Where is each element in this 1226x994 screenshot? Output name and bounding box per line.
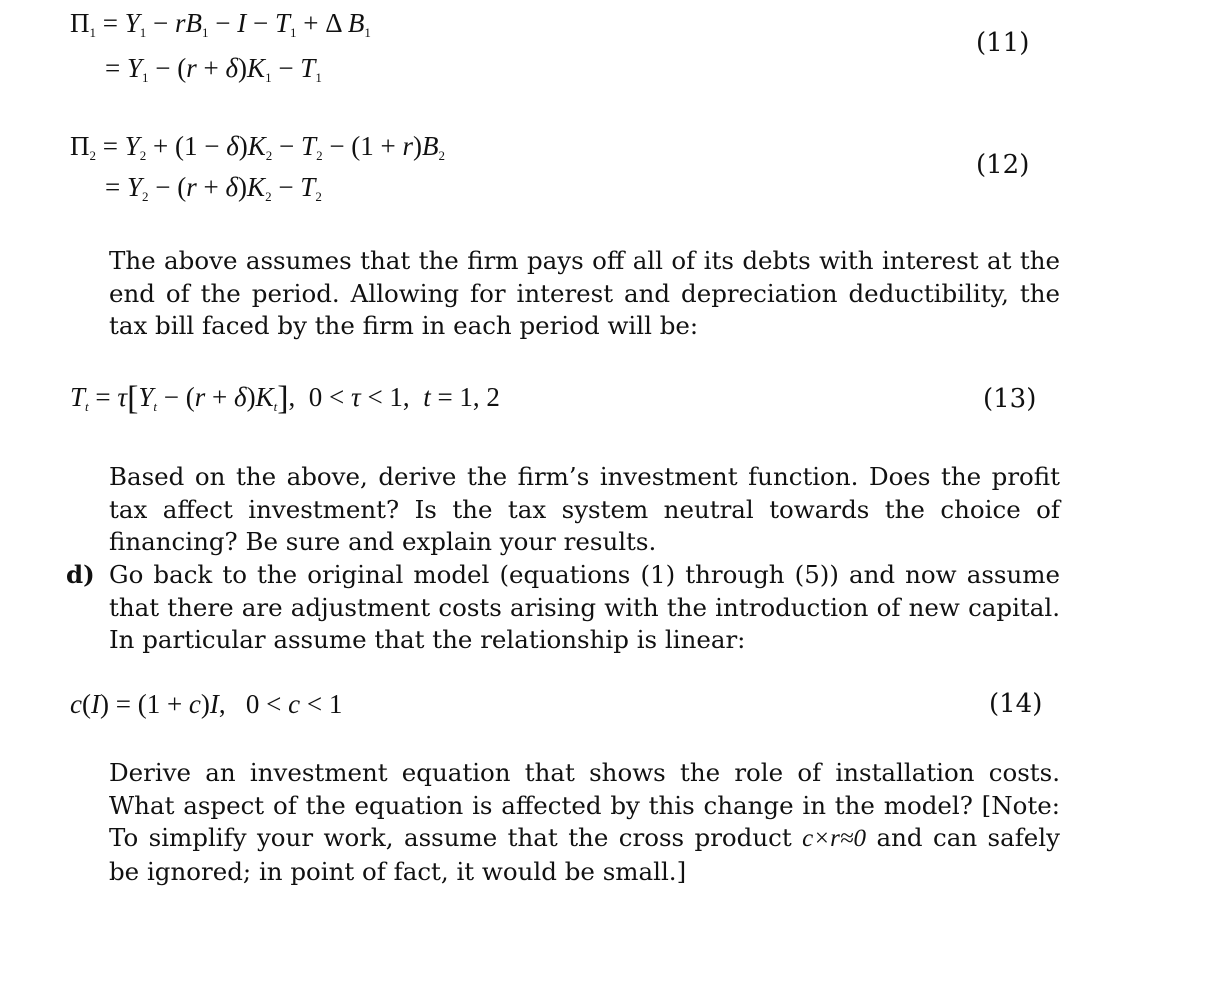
paragraph-adjustment-costs: Go back to the original model (equations (1) through (5)) and now assume that there are adjustment costs arising with the introduction of new capital. In particular assume that the relationship is linear: (109, 560, 1060, 655)
equation-13-number: (13) (983, 384, 1037, 414)
paragraph-installation-costs (109, 757, 1060, 888)
equation-11-line-1: $\Pi_1 = Y_1 - rB_1 - I - T_1 + \Delta$ $B_1$ (70, 8, 371, 40)
equation-11-line-2: = $Y_1 - (r + \delta)K_1 - T_1$ (105, 53, 322, 85)
equation-14-number: (14) (989, 689, 1043, 719)
paragraph-installation-costs-text-1: Derive an investment equation that shows the role of installation costs. What aspect of the equation is affected by this change in the model? [Note: To simplify your work, assume that the cross product (109, 758, 1060, 853)
part-d-label: d) (66, 560, 95, 589)
paragraph-tax-bill: The above assumes that the firm pays off all of its debts with interest at the end of the period. Allowing for interest and depreciation deductibility, the tax bill faced by the firm in each period will be: (109, 246, 1060, 341)
equation-14: c(I) = (1 + c)I, 0 < c < 1 (70, 689, 343, 719)
equation-12-line-1: $\Pi_2 = Y_2 + (1 - \delta)K_2 - T_2 - (1 + r)B_2$ (70, 131, 446, 163)
equation-12-number: (12) (976, 150, 1030, 180)
cross-product-math: c×r≈0 (802, 825, 867, 853)
paragraph-installation-costs-text-2: and can safely be ignored; in point of fact, it would be small.] (109, 823, 1060, 886)
equation-11-number: (11) (976, 28, 1030, 58)
equation-13: $T_t = \tau[Y_t - (r + \delta)K_t]$, 0 < τ < 1, t = 1, 2 (70, 380, 500, 417)
equation-12-line-2: = $Y_2 - (r + \delta)K_2 - T_2$ (105, 172, 322, 204)
paragraph-investment-function: Based on the above, derive the firm’s investment function. Does the profit tax affect investment? Is the tax system neutral towards the choice of financing? Be sure and explain your results. (109, 462, 1060, 557)
